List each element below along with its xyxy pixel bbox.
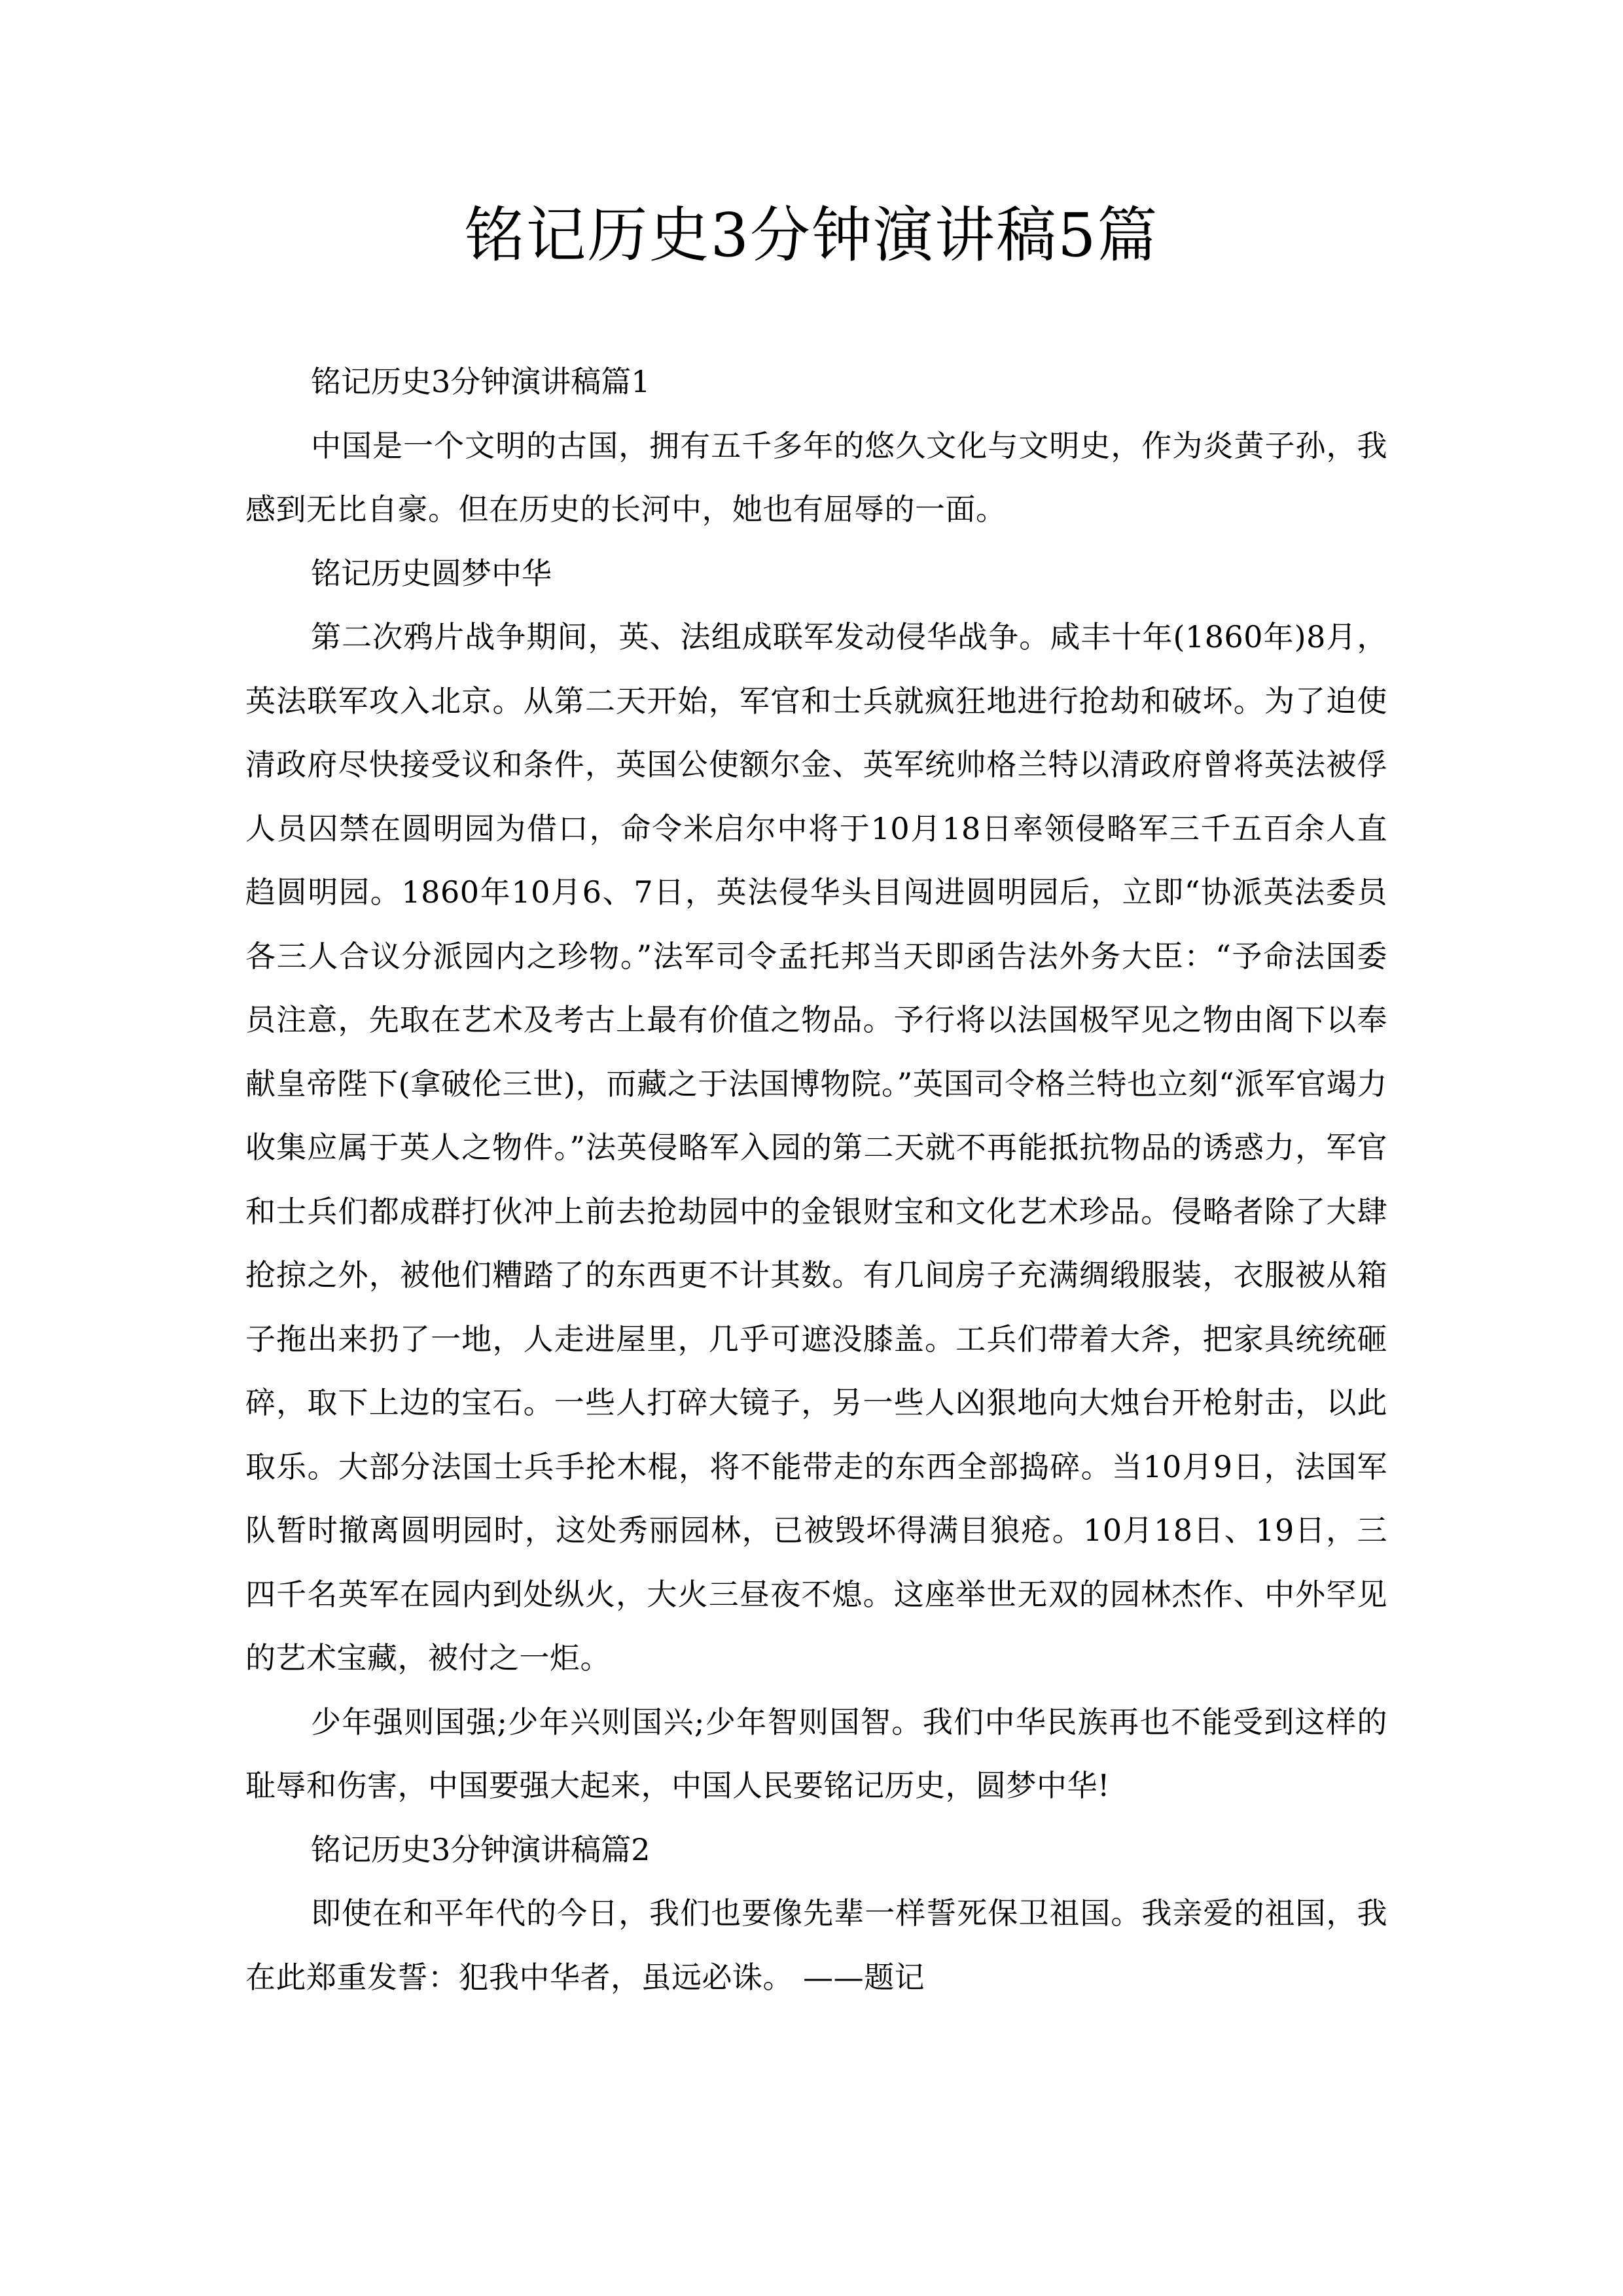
section-heading-2: 铭记历史3分钟演讲稿篇2	[311, 1831, 651, 1867]
paragraph-intro-2: 即使在和平年代的今日，我们也要像先辈一样誓死保卫祖国。我亲爱的祖国，我在此郑重发誓：犯我中华者，虽远必诛。 ——题记	[245, 1895, 1387, 1995]
paragraph-conclusion-1: 少年强则国强;少年兴则国兴;少年智则国智。我们中华民族再也不能受到这样的耻辱和伤害，中国要强大起来，中国人民要铭记历史，圆梦中华!	[245, 1704, 1387, 1803]
section-subheading-1: 铭记历史圆梦中华	[311, 555, 552, 591]
paragraph-intro-1: 中国是一个文明的古国，拥有五千多年的悠久文化与文明史，作为炎黄子孙，我感到无比自豪。但在历史的长河中，她也有屈辱的一面。	[245, 427, 1387, 527]
paragraph-history-1: 第二次鸦片战争期间，英、法组成联军发动侵华战争。咸丰十年(1860年)8月，英法联军攻入北京。从第二天开始，军官和士兵就疯狂地进行抢劫和破坏。为了迫使清政府尽快接受议和条件，英国公使额尔金、英军统帅格兰特以清政府曾将英法被俘人员囚禁在圆明园为借口，命令米启尔中将于10月18日率领侵略军三千五百余人直趋圆明园。1860年10月6、7日，英法侵华头目闯进圆明园后，立即“协派英法委员各三人合议分派园内之珍物。”法军司令孟托邦当天即函告法外务大臣：“予命法国委员注意，先取在艺术及考古上最有价值之物品。予行将以法国极罕见之物由阁下以奉献皇帝陛下(拿破伦三世)，而藏之于法国博物院。”英国司令格兰特也立刻“派军官竭力收集应属于英人之物件。”法英侵略军入园的第二天就不再能抵抗物品的诱惑力，军官和士兵们都成群打伙冲上前去抢劫园中的金银财宝和文化艺术珍品。侵略者除了大肆抢掠之外，被他们糟踏了的东西更不计其数。有几间房子充满绸缎服装，衣服被从箱子拖出来扔了一地，人走进屋里，几乎可遮没膝盖。工兵们带着大斧，把家具统统砸碎，取下上边的宝石。一些人打碎大镜子，另一些人凶狠地向大烛台开枪射击，以此取乐。大部分法国士兵手抡木棍，将不能带走的东西全部捣碎。当10月9日，法国军队暂时撤离圆明园时，这处秀丽园林，已被毁坏得满目狼疮。10月18日、19日，三四千名英军在园内到处纵火，大火三昼夜不熄。这座举世无双的园林杰作、中外罕见的艺术宝藏，被付之一炬。	[245, 619, 1387, 1676]
document-body	[245, 350, 1387, 2009]
document-title: 铭记历史3分钟演讲稿5篇	[464, 200, 1159, 270]
section-heading-1: 铭记历史3分钟演讲稿篇1	[311, 364, 651, 399]
